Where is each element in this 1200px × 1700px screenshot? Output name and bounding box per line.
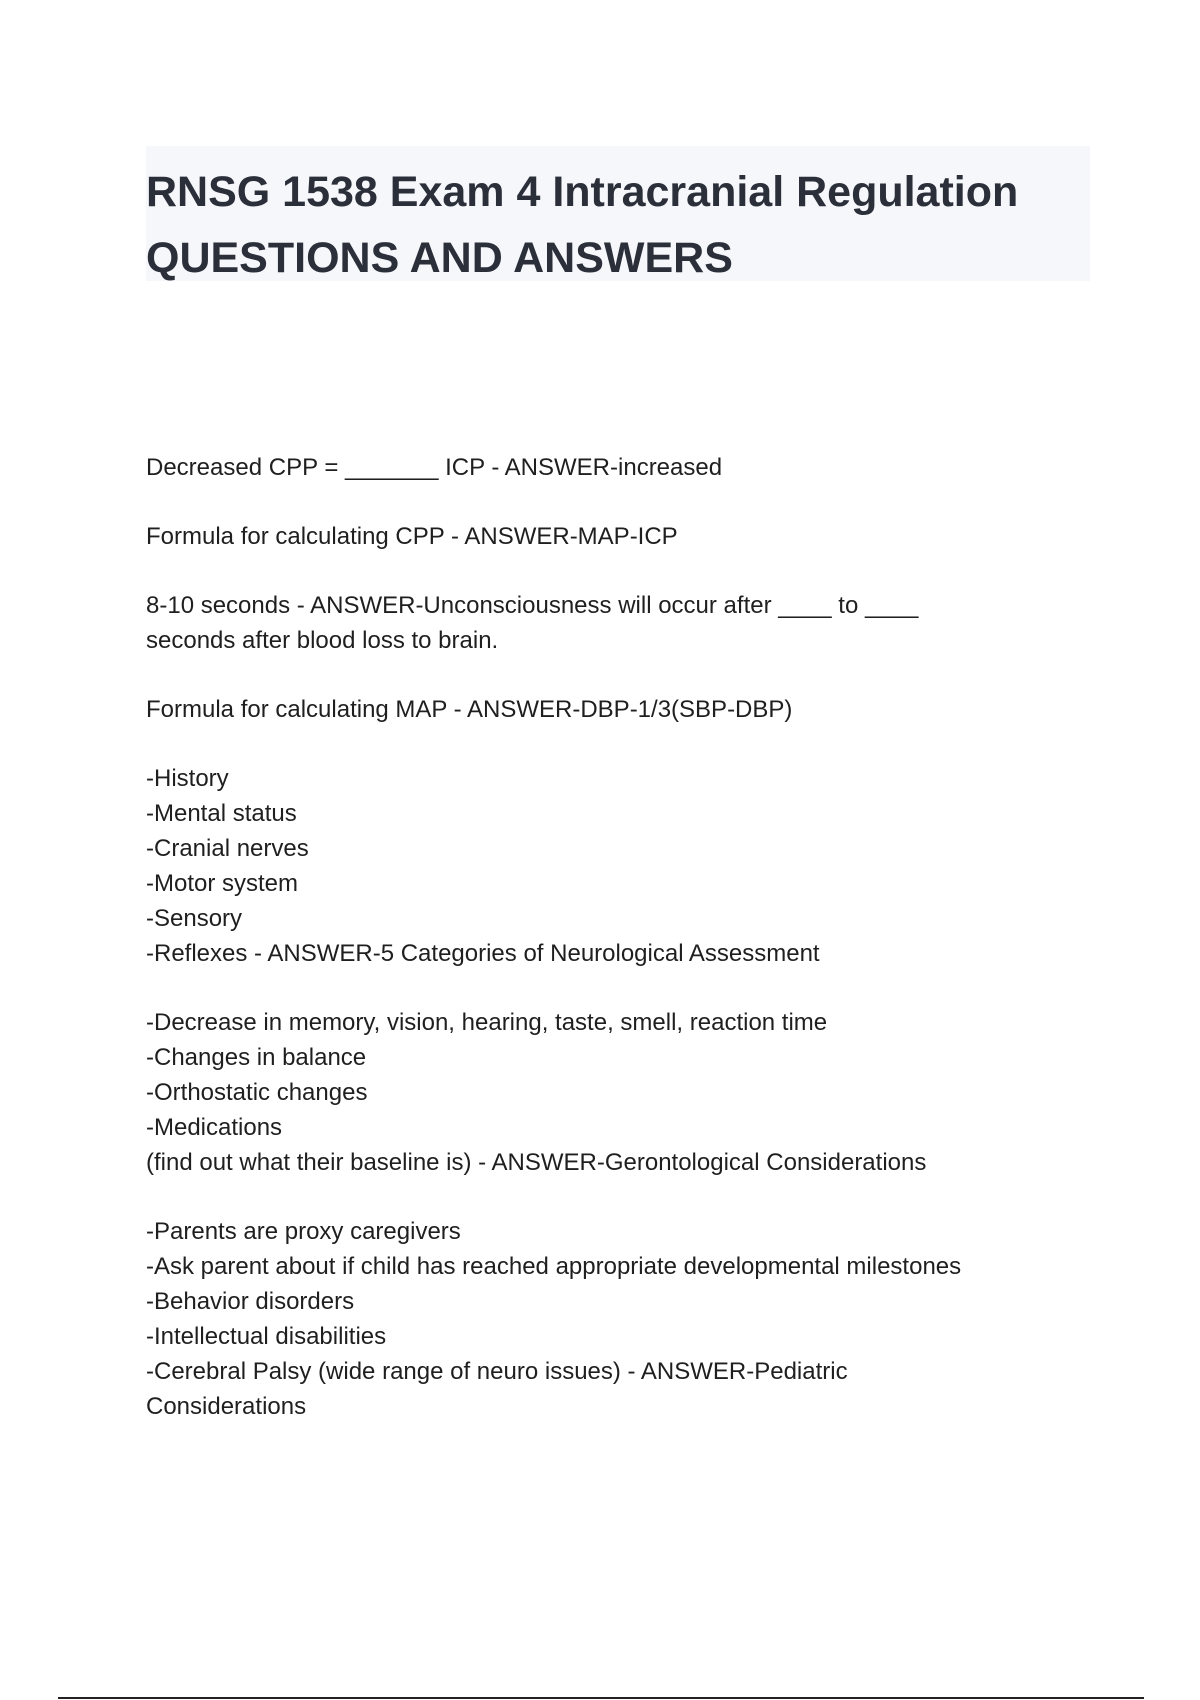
qa-line: -Mental status bbox=[146, 800, 297, 827]
qa-list bbox=[146, 450, 1086, 1458]
qa-line: -History bbox=[146, 765, 229, 792]
qa-line: -Cranial nerves bbox=[146, 835, 309, 862]
qa-line: Considerations bbox=[146, 1393, 307, 1420]
qa-line: -Decrease in memory, vision, hearing, taste, smell, reaction time bbox=[146, 1009, 828, 1036]
qa-line: -Parents are proxy caregivers bbox=[146, 1218, 461, 1245]
qa-line: (find out what their baseline is) - ANSWER-Gerontological Considerations bbox=[146, 1149, 927, 1176]
footer-divider bbox=[58, 1697, 1144, 1699]
qa-line: -Reflexes - ANSWER-5 Categories of Neurological Assessment bbox=[146, 940, 820, 967]
qa-entry-3 bbox=[146, 588, 1086, 658]
qa-line: -Behavior disorders bbox=[146, 1288, 355, 1315]
qa-line: Formula for calculating CPP - ANSWER-MAP-ICP bbox=[146, 523, 678, 550]
qa-line: -Ask parent about if child has reached appropriate developmental milestones bbox=[146, 1253, 962, 1280]
qa-line: -Sensory bbox=[146, 905, 243, 932]
qa-line: Formula for calculating MAP - ANSWER-DBP-1/3(SBP-DBP) bbox=[146, 696, 793, 723]
qa-line: seconds after blood loss to brain. bbox=[146, 627, 499, 654]
qa-entry-2 bbox=[146, 519, 1086, 554]
qa-entry-5 bbox=[146, 761, 1086, 971]
qa-entry-7 bbox=[146, 1214, 1086, 1424]
qa-line: -Medications bbox=[146, 1114, 283, 1141]
qa-line: -Cerebral Palsy (wide range of neuro issues) - ANSWER-Pediatric bbox=[146, 1358, 848, 1385]
qa-line: -Motor system bbox=[146, 870, 299, 897]
qa-entry-4 bbox=[146, 692, 1086, 727]
document-title bbox=[146, 146, 1090, 281]
qa-entry-6 bbox=[146, 1005, 1086, 1180]
qa-entry-1 bbox=[146, 450, 1086, 485]
title-line-1: RNSG 1538 Exam 4 Intracranial Regulation bbox=[146, 168, 1019, 216]
qa-line: -Intellectual disabilities bbox=[146, 1323, 387, 1350]
title-line-2: QUESTIONS AND ANSWERS bbox=[146, 234, 733, 282]
qa-line: Decreased CPP = _______ ICP - ANSWER-increased bbox=[146, 454, 723, 481]
qa-line: -Changes in balance bbox=[146, 1044, 367, 1071]
qa-line: -Orthostatic changes bbox=[146, 1079, 368, 1106]
qa-line: 8-10 seconds - ANSWER-Unconsciousness will occur after ____ to ____ bbox=[146, 592, 919, 619]
